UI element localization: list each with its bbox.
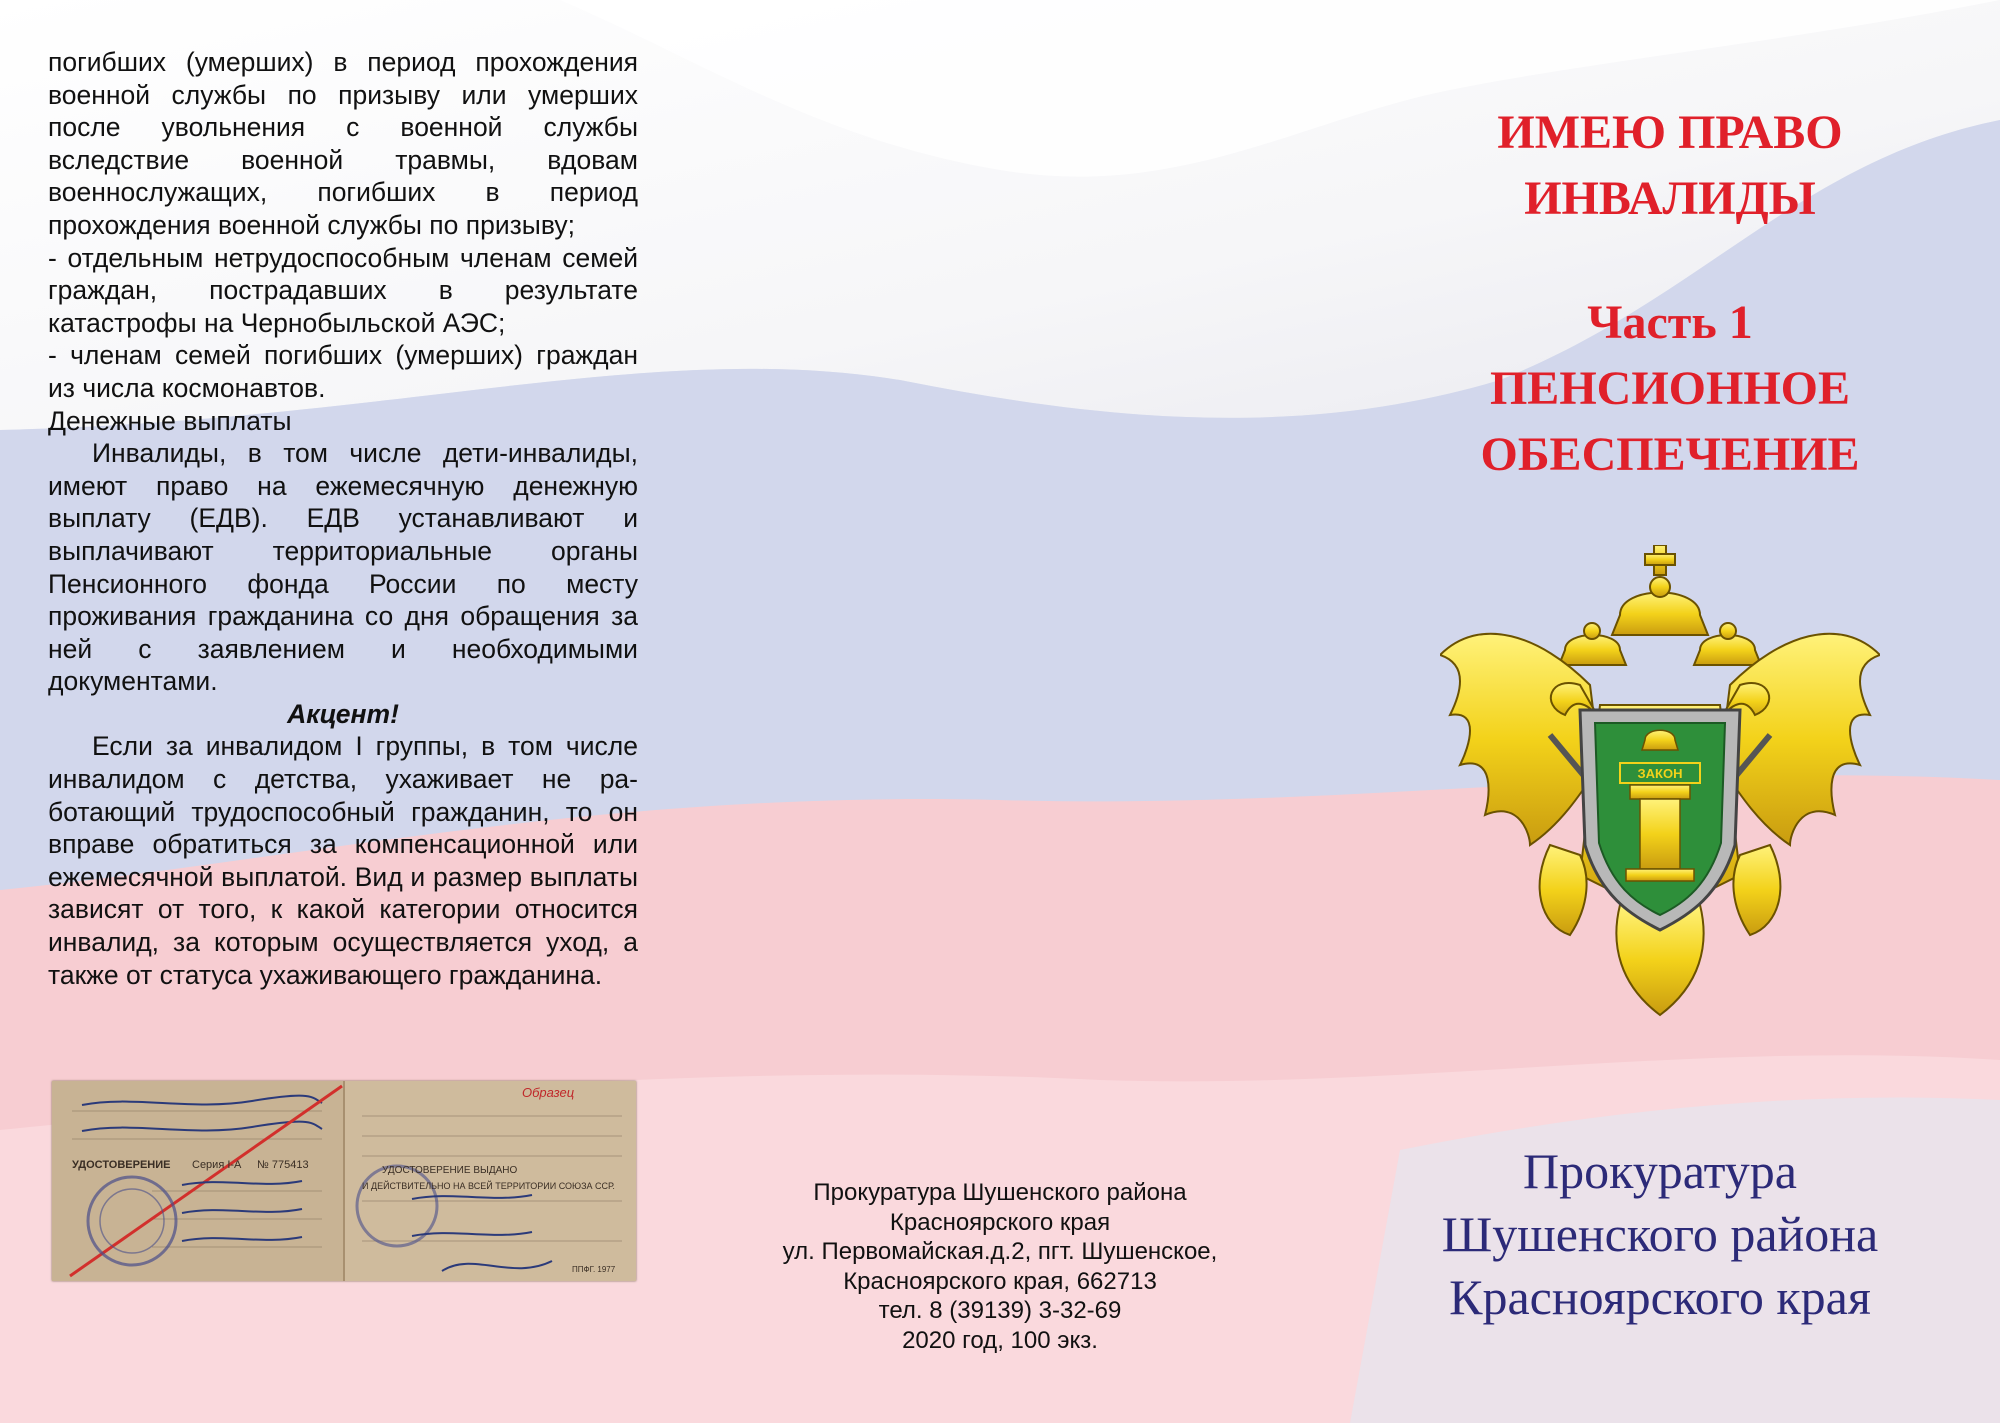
paragraph-1: погибших (умерших) в период прохождения военной службы по призыву или умерших после увольнения с военной службы вследствие военной травмы, вдовам военнослужащих, погибших в период прохождения военной службы по призыву; [48, 47, 638, 240]
part-label: Часть 1 [1587, 296, 1753, 349]
address-line-4: Красноярского края, 662713 [843, 1267, 1157, 1295]
certificate-issued-text: УДОСТОВЕРЕНИЕ ВЫДАНО [382, 1165, 518, 1176]
sample-stamp: Образец [522, 1085, 575, 1100]
paragraph-2: - отдельным нетрудоспособным членам семей граждан, пострадавших в результате катастрофы на Чернобыльской АЭС; [48, 242, 638, 338]
address-line-6: 2020 год, 100 экз. [902, 1326, 1098, 1354]
paragraph-4: Инвалиды, в том числе дети-инвалиды, имеют право на ежемесячную денежную выплату (ЕДВ). ЕДВ устанавливают и выплачивают территориальные органы Пенсионного фонда России по месту проживания гражданина со дня обращения за ней с заявлением и необходимыми документами. [48, 438, 638, 697]
paragraph-5: Если за инвалидом I группы, в том числе инвалидом с детства, ухаживает не работающий трудоспособный гражданин, то он вправе обратиться за компенсационной или ежемесячной выплатой. Вид и размер выплаты зависят от того, к какой категории относится инвалид, за которым осуществляется уход, а также от статуса ухаживающего гражданина. [48, 731, 638, 990]
certificate-title-text: УДОСТОВЕРЕНИЕ [72, 1159, 171, 1171]
accent-heading: Акцент! [287, 698, 399, 729]
title-line-2: ИНВАЛИДЫ [1524, 172, 1816, 225]
subtitle-line-1: ПЕНСИОННОЕ [1489, 362, 1851, 415]
certificate-series-text: Серия I-А [192, 1159, 242, 1171]
org-line-1: Прокуратура [1523, 1143, 1797, 1199]
emblem-label: ЗАКОН [1637, 766, 1683, 781]
certificate-validity-text: И ДЕЙСТВИТЕЛЬНО НА ВСЕЙ ТЕРРИТОРИИ СОЮЗА ССР. [362, 1181, 615, 1191]
address-line-2: Красноярского края [889, 1208, 1111, 1236]
subtitle-line-2: ОБЕСПЕЧЕНИЕ [1480, 428, 1860, 481]
address-line-3: ул. Первомайская.д.2, пгт. Шушенское, [782, 1238, 1218, 1265]
paragraph-3: - членам семей погибших (умерших) граждан из числа космонавтов. [48, 340, 638, 403]
address-block [720, 1178, 1280, 1355]
org-line-3: Красноярского края [1449, 1269, 1871, 1325]
certificate-number-text: № 775413 [257, 1159, 309, 1171]
left-column-text [48, 46, 638, 991]
title-line-1: ИМЕЮ ПРАВО [1497, 106, 1843, 159]
org-line-2: Шушенского района [1441, 1206, 1879, 1262]
disability-certificate-photo [52, 1081, 636, 1281]
certificate-form-code: ППФГ. 1977 [572, 1265, 616, 1274]
address-line-5: тел. 8 (39139) 3-32-69 [878, 1297, 1122, 1324]
prosecutor-emblem-icon [1440, 545, 1880, 1025]
cover-title [1390, 100, 1950, 232]
organization-name [1360, 1140, 1960, 1329]
section-heading: Денежные выплаты [48, 405, 292, 436]
address-line-1: Прокуратура Шушенского района [813, 1179, 1187, 1206]
cover-subtitle [1390, 290, 1950, 488]
